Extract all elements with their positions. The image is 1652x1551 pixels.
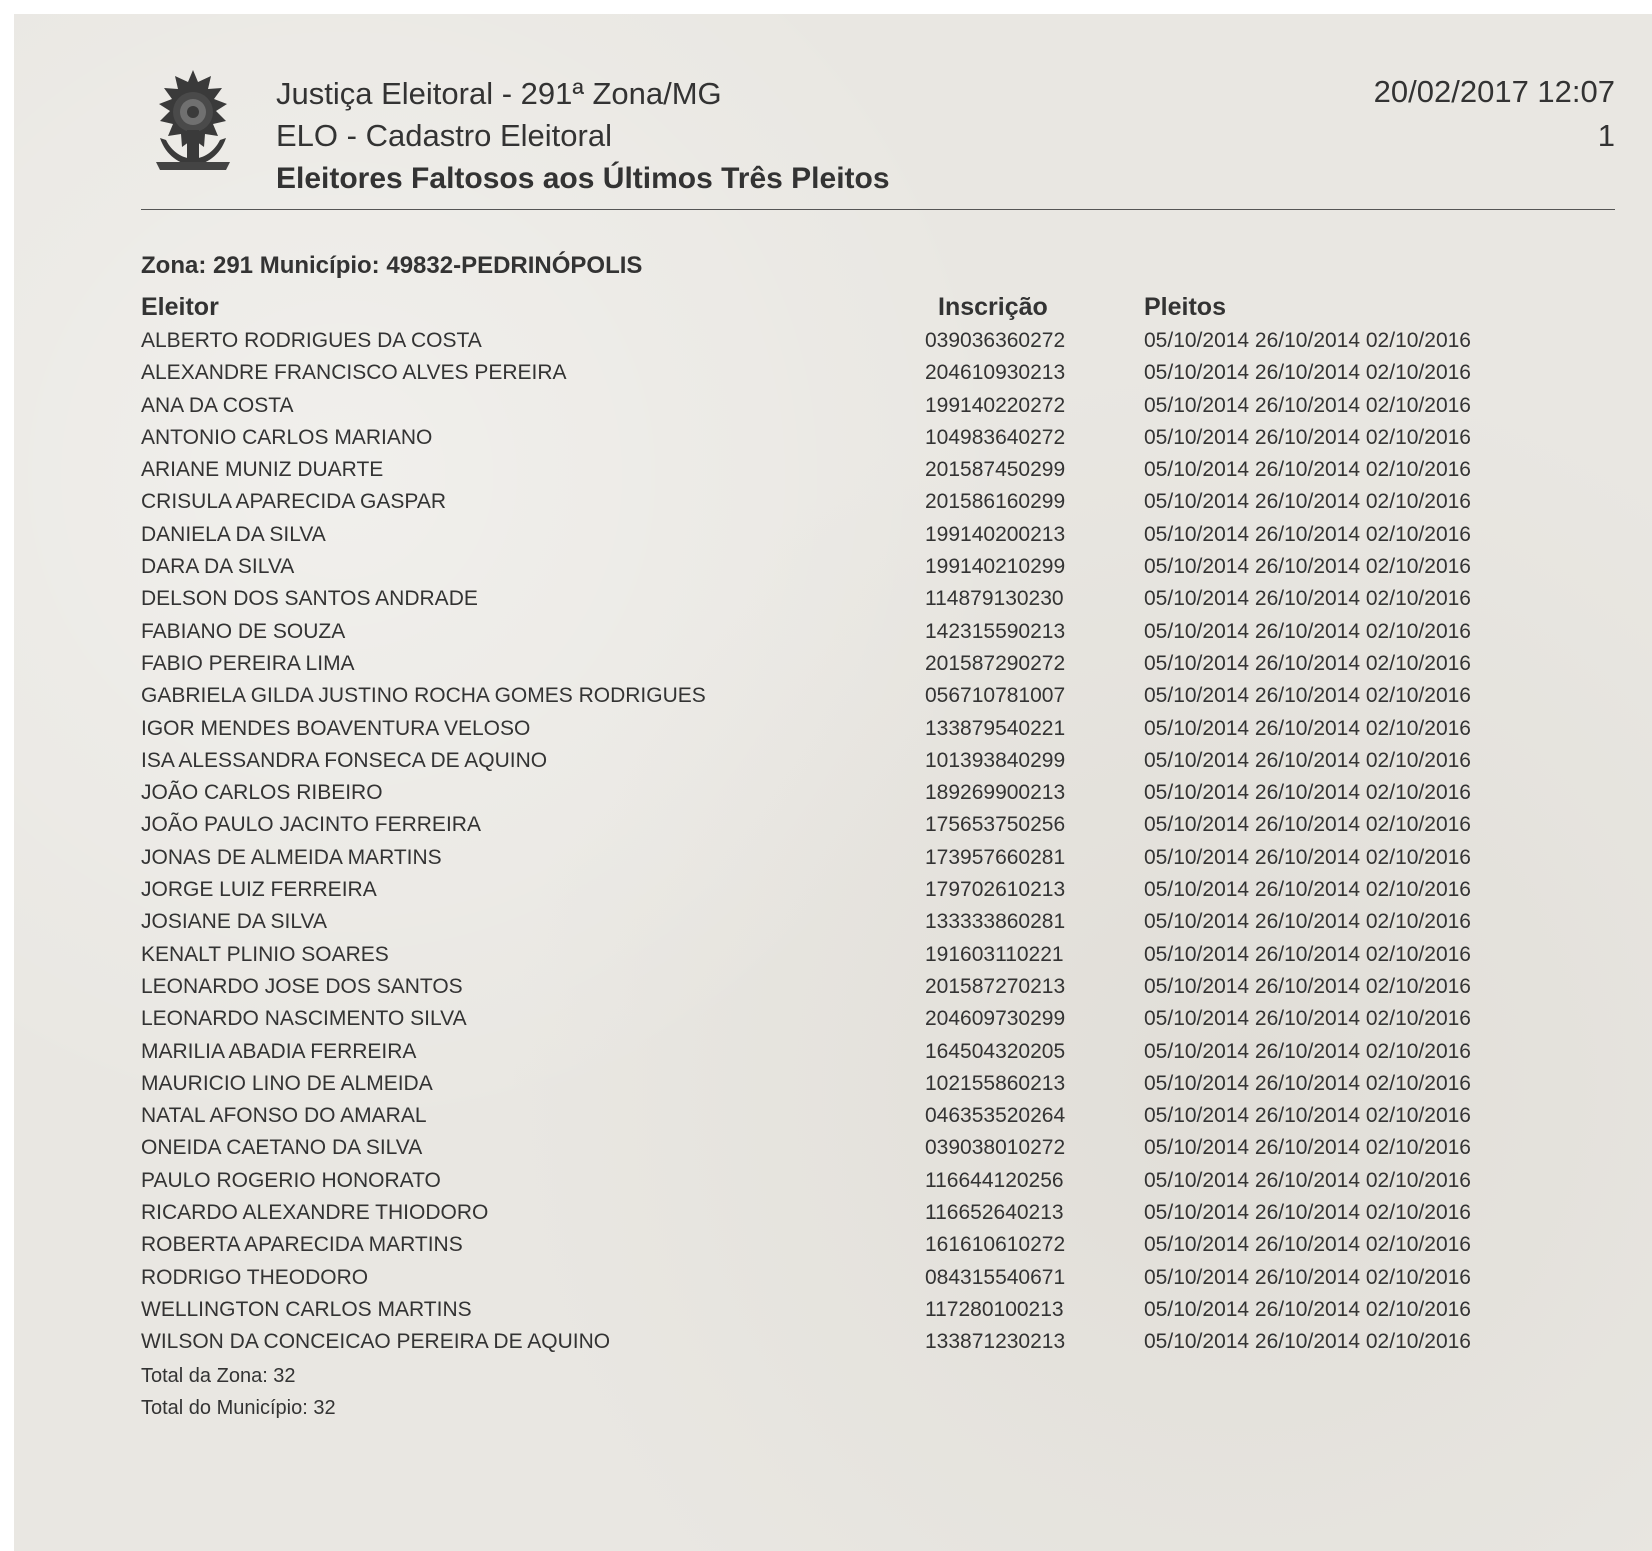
- pleitos-cell: 05/10/2014 26/10/2014 02/10/2016: [1144, 1168, 1471, 1192]
- inscricao-cell: 114879130230: [925, 587, 1064, 611]
- pleitos-cell: 05/10/2014 26/10/2014 02/10/2016: [1144, 1007, 1471, 1031]
- eleitor-cell: GABRIELA GILDA JUSTINO ROCHA GOMES RODRIGUES: [141, 684, 706, 708]
- pleitos-cell: 05/10/2014 26/10/2014 02/10/2016: [1144, 748, 1471, 772]
- pleitos-cell: 05/10/2014 26/10/2014 02/10/2016: [1144, 974, 1471, 998]
- inscricao-cell: 133871230213: [925, 1330, 1066, 1354]
- brazil-coat-of-arms-icon: [146, 68, 240, 172]
- table-row: [0, 1165, 1652, 1197]
- table-row: [0, 648, 1652, 680]
- eleitor-cell: LEONARDO JOSE DOS SANTOS: [141, 974, 463, 998]
- total-municipio: Total do Município: 32: [141, 1397, 336, 1419]
- eleitor-cell: ALBERTO RODRIGUES DA COSTA: [141, 329, 482, 352]
- eleitor-cell: PAULO ROGERIO HONORATO: [141, 1168, 441, 1192]
- inscricao-cell: 039038010272: [925, 1136, 1066, 1160]
- header-institution: Justiça Eleitoral - 291ª Zona/MG: [276, 76, 722, 111]
- inscricao-cell: 199140200213: [925, 522, 1066, 546]
- table-row: [0, 1262, 1652, 1294]
- inscricao-cell: 204610930213: [925, 361, 1066, 385]
- table-row: [0, 842, 1652, 874]
- eleitor-cell: JOÃO CARLOS RIBEIRO: [141, 781, 383, 805]
- pleitos-cell: 05/10/2014 26/10/2014 02/10/2016: [1144, 1071, 1471, 1095]
- pleitos-cell: 05/10/2014 26/10/2014 02/10/2016: [1144, 942, 1471, 966]
- inscricao-cell: 201586160299: [925, 490, 1066, 514]
- page-title: Eleitores Faltosos aos Últimos Três Pleitos: [276, 162, 890, 195]
- header-system: ELO - Cadastro Eleitoral: [276, 118, 612, 153]
- table-row: [0, 1036, 1652, 1068]
- inscricao-cell: 199140220272: [925, 393, 1066, 417]
- inscricao-cell: 056710781007: [925, 684, 1066, 708]
- inscricao-cell: 142315590213: [925, 619, 1066, 643]
- eleitor-cell: DARA DA SILVA: [141, 555, 295, 579]
- table-row: [0, 422, 1652, 454]
- eleitor-cell: ALEXANDRE FRANCISCO ALVES PEREIRA: [141, 361, 567, 385]
- pleitos-cell: 05/10/2014 26/10/2014 02/10/2016: [1144, 684, 1471, 708]
- pleitos-cell: 05/10/2014 26/10/2014 02/10/2016: [1144, 1039, 1471, 1063]
- table-row: [0, 486, 1652, 518]
- table-row: [0, 745, 1652, 777]
- column-header-inscricao: Inscrição: [938, 293, 1048, 321]
- table-row: [0, 583, 1652, 615]
- total-zona: Total da Zona: 32: [141, 1365, 296, 1387]
- table-row: [0, 939, 1652, 971]
- table-row: [0, 1326, 1652, 1358]
- table-row: [0, 551, 1652, 583]
- pleitos-cell: 05/10/2014 26/10/2014 02/10/2016: [1144, 490, 1471, 514]
- inscricao-cell: 201587270213: [925, 974, 1066, 998]
- eleitor-cell: JORGE LUIZ FERREIRA: [141, 878, 377, 902]
- inscricao-cell: 199140210299: [925, 555, 1066, 579]
- table-row: [0, 1068, 1652, 1100]
- inscricao-cell: 201587450299: [925, 458, 1066, 482]
- inscricao-cell: 201587290272: [925, 651, 1066, 675]
- eleitor-cell: NATAL AFONSO DO AMARAL: [141, 1104, 427, 1128]
- pleitos-cell: 05/10/2014 26/10/2014 02/10/2016: [1144, 522, 1471, 546]
- pleitos-cell: 05/10/2014 26/10/2014 02/10/2016: [1144, 1330, 1471, 1354]
- eleitor-cell: FABIANO DE SOUZA: [141, 619, 346, 643]
- table-row: [0, 971, 1652, 1003]
- inscricao-cell: 117280100213: [925, 1297, 1064, 1321]
- pleitos-cell: 05/10/2014 26/10/2014 02/10/2016: [1144, 619, 1471, 643]
- table-row: [0, 1003, 1652, 1035]
- inscricao-cell: 189269900213: [925, 781, 1066, 805]
- table-row: [0, 874, 1652, 906]
- voter-table: [0, 325, 1652, 1359]
- pleitos-cell: 05/10/2014 26/10/2014 02/10/2016: [1144, 1297, 1471, 1321]
- pleitos-cell: 05/10/2014 26/10/2014 02/10/2016: [1144, 813, 1471, 837]
- table-row: [0, 906, 1652, 938]
- pleitos-cell: 05/10/2014 26/10/2014 02/10/2016: [1144, 651, 1471, 675]
- eleitor-cell: IGOR MENDES BOAVENTURA VELOSO: [141, 716, 531, 740]
- inscricao-cell: 116652640213: [925, 1201, 1064, 1225]
- inscricao-cell: 173957660281: [925, 845, 1066, 869]
- eleitor-cell: RICARDO ALEXANDRE THIODORO: [141, 1201, 489, 1225]
- table-row: [0, 616, 1652, 648]
- inscricao-cell: 133333860281: [925, 910, 1066, 934]
- table-row: [0, 1229, 1652, 1261]
- inscricao-cell: 039036360272: [925, 329, 1066, 352]
- zona-municipio-label: Zona: 291 Município: 49832-PEDRINÓPOLIS: [141, 252, 643, 279]
- inscricao-cell: 102155860213: [925, 1071, 1066, 1095]
- pleitos-cell: 05/10/2014 26/10/2014 02/10/2016: [1144, 458, 1471, 482]
- table-row: [0, 454, 1652, 486]
- inscricao-cell: 179702610213: [925, 878, 1066, 902]
- table-row: [0, 777, 1652, 809]
- pleitos-cell: 05/10/2014 26/10/2014 02/10/2016: [1144, 910, 1471, 934]
- table-row: [0, 357, 1652, 389]
- pleitos-cell: 05/10/2014 26/10/2014 02/10/2016: [1144, 716, 1471, 740]
- inscricao-cell: 133879540221: [925, 716, 1066, 740]
- eleitor-cell: ANA DA COSTA: [141, 393, 294, 417]
- pleitos-cell: 05/10/2014 26/10/2014 02/10/2016: [1144, 587, 1471, 611]
- pleitos-cell: 05/10/2014 26/10/2014 02/10/2016: [1144, 329, 1471, 352]
- eleitor-cell: DELSON DOS SANTOS ANDRADE: [141, 587, 478, 611]
- eleitor-cell: WILSON DA CONCEICAO PEREIRA DE AQUINO: [141, 1330, 611, 1354]
- eleitor-cell: WELLINGTON CARLOS MARTINS: [141, 1297, 472, 1321]
- pleitos-cell: 05/10/2014 26/10/2014 02/10/2016: [1144, 361, 1471, 385]
- table-row: [0, 519, 1652, 551]
- pleitos-cell: 05/10/2014 26/10/2014 02/10/2016: [1144, 1136, 1471, 1160]
- eleitor-cell: RODRIGO THEODORO: [141, 1265, 369, 1289]
- inscricao-cell: 191603110221: [925, 942, 1064, 966]
- inscricao-cell: 204609730299: [925, 1007, 1066, 1031]
- inscricao-cell: 084315540671: [925, 1265, 1066, 1289]
- eleitor-cell: DANIELA DA SILVA: [141, 522, 326, 546]
- pleitos-cell: 05/10/2014 26/10/2014 02/10/2016: [1144, 781, 1471, 805]
- inscricao-cell: 161610610272: [925, 1233, 1066, 1257]
- table-row: [0, 1197, 1652, 1229]
- eleitor-cell: ARIANE MUNIZ DUARTE: [141, 458, 384, 482]
- eleitor-cell: JONAS DE ALMEIDA MARTINS: [141, 845, 442, 869]
- eleitor-cell: JOSIANE DA SILVA: [141, 910, 327, 934]
- eleitor-cell: FABIO PEREIRA LIMA: [141, 651, 355, 675]
- eleitor-cell: ISA ALESSANDRA FONSECA DE AQUINO: [141, 748, 548, 772]
- table-row: [0, 713, 1652, 745]
- table-row: [0, 1294, 1652, 1326]
- eleitor-cell: ONEIDA CAETANO DA SILVA: [141, 1136, 423, 1160]
- pleitos-cell: 05/10/2014 26/10/2014 02/10/2016: [1144, 1265, 1471, 1289]
- eleitor-cell: LEONARDO NASCIMENTO SILVA: [141, 1007, 467, 1031]
- table-row: [0, 809, 1652, 841]
- inscricao-cell: 101393840299: [925, 748, 1066, 772]
- eleitor-cell: ANTONIO CARLOS MARIANO: [141, 425, 433, 449]
- table-row: [0, 680, 1652, 712]
- inscricao-cell: 164504320205: [925, 1039, 1066, 1063]
- pleitos-cell: 05/10/2014 26/10/2014 02/10/2016: [1144, 393, 1471, 417]
- inscricao-cell: 175653750256: [925, 813, 1066, 837]
- pleitos-cell: 05/10/2014 26/10/2014 02/10/2016: [1144, 1233, 1471, 1257]
- table-row: [0, 390, 1652, 422]
- table-row: [0, 1132, 1652, 1164]
- pleitos-cell: 05/10/2014 26/10/2014 02/10/2016: [1144, 1104, 1471, 1128]
- table-row: [0, 325, 1652, 357]
- eleitor-cell: MARILIA ABADIA FERREIRA: [141, 1039, 417, 1063]
- column-header-eleitor: Eleitor: [141, 293, 219, 321]
- table-row: [0, 1100, 1652, 1132]
- eleitor-cell: MAURICIO LINO DE ALMEIDA: [141, 1071, 433, 1095]
- inscricao-cell: 116644120256: [925, 1168, 1064, 1192]
- inscricao-cell: 104983640272: [925, 425, 1066, 449]
- pleitos-cell: 05/10/2014 26/10/2014 02/10/2016: [1144, 878, 1471, 902]
- pleitos-cell: 05/10/2014 26/10/2014 02/10/2016: [1144, 555, 1471, 579]
- eleitor-cell: JOÃO PAULO JACINTO FERREIRA: [141, 813, 481, 837]
- pleitos-cell: 05/10/2014 26/10/2014 02/10/2016: [1144, 425, 1471, 449]
- pleitos-cell: 05/10/2014 26/10/2014 02/10/2016: [1144, 845, 1471, 869]
- report-datetime: 20/02/2017 12:07: [1373, 74, 1615, 109]
- inscricao-cell: 046353520264: [925, 1104, 1066, 1128]
- pleitos-cell: 05/10/2014 26/10/2014 02/10/2016: [1144, 1201, 1471, 1225]
- page-number: 1: [1597, 118, 1615, 153]
- eleitor-cell: CRISULA APARECIDA GASPAR: [141, 490, 446, 514]
- column-header-pleitos: Pleitos: [1144, 293, 1226, 321]
- eleitor-cell: KENALT PLINIO SOARES: [141, 942, 389, 966]
- header-divider: [141, 209, 1615, 210]
- eleitor-cell: ROBERTA APARECIDA MARTINS: [141, 1233, 463, 1257]
